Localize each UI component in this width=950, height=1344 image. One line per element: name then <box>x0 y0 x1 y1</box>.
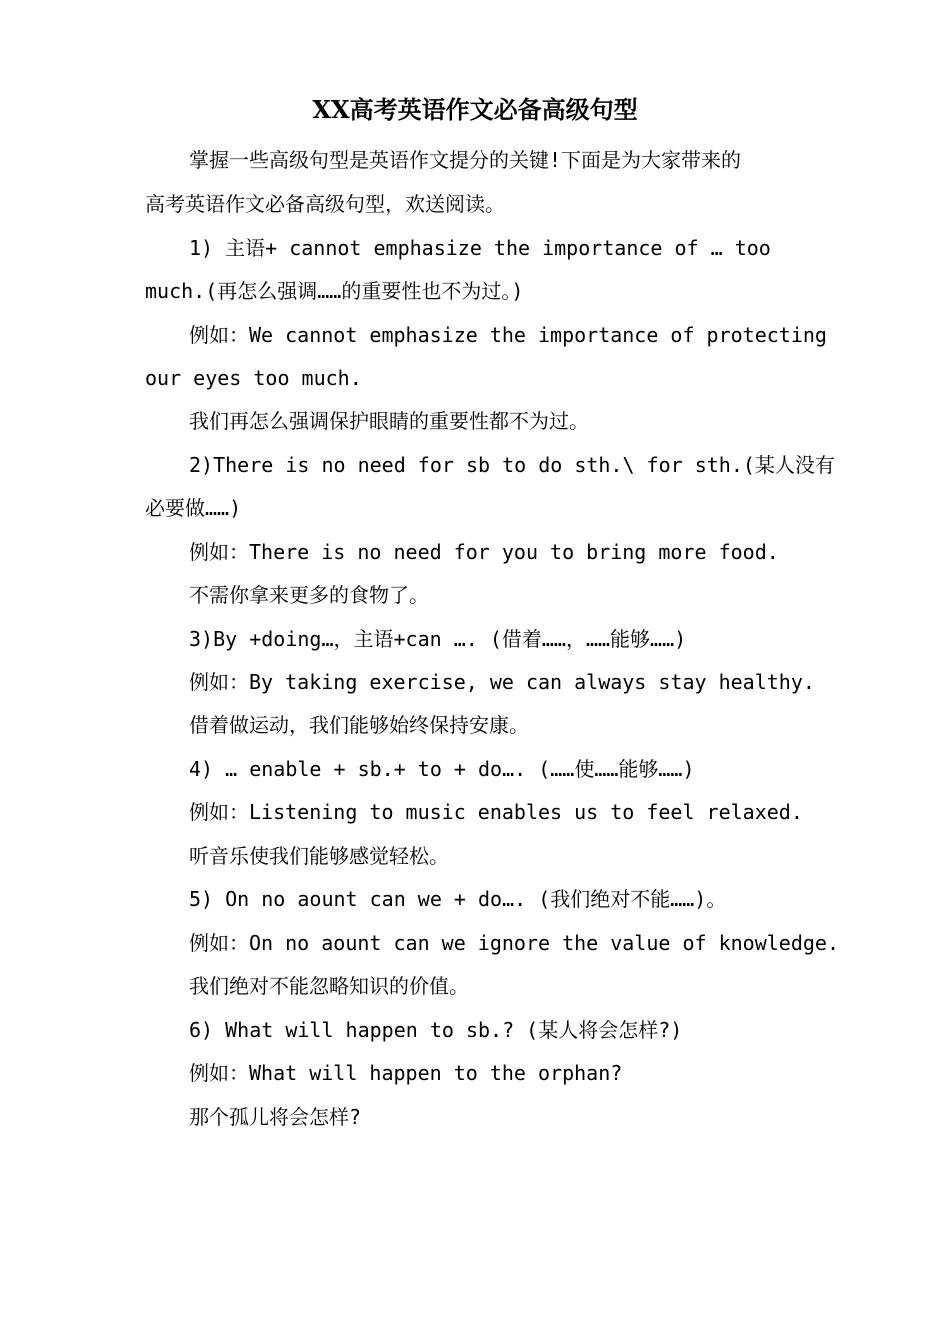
intro-line-2: 高考英语作文必备高级句型，欢送阅读。 <box>145 192 505 216</box>
document-title: XX高考英语作文必备高级句型 <box>312 95 638 124</box>
item-4-heading: 4) … enable + sb.+ to + do…. (……使……能够……) <box>189 757 695 781</box>
item-3-heading: 3)By +doing…，主语+can …. (借着……，……能够……) <box>189 627 687 651</box>
item-6-translation: 那个孤儿将会怎样? <box>189 1105 362 1129</box>
item-5-example: 例如：On no aount can we ignore the value of knowledge. <box>189 931 840 955</box>
item-4-example: 例如：Listening to music enables us to feel relaxed. <box>189 800 803 824</box>
item-1-translation: 我们再怎么强调保护眼睛的重要性都不为过。 <box>189 409 589 433</box>
item-1-heading: 1) 主语+ cannot emphasize the importance of … too <box>189 236 771 260</box>
item-2-heading-cont: 必要做……) <box>145 496 242 520</box>
item-2-heading: 2)There is no need for sb to do sth.\ for sth.(某人没有 <box>189 453 835 477</box>
item-3-example: 例如：By taking exercise, we can always stay healthy. <box>189 670 815 694</box>
item-1-example-cont: our eyes too much. <box>145 366 362 390</box>
item-3-translation: 借着做运动，我们能够始终保持安康。 <box>189 713 529 737</box>
intro-line-1: 掌握一些高级句型是英语作文提分的关键!下面是为大家带来的 <box>189 148 742 172</box>
item-6-heading: 6) What will happen to sb.? (某人将会怎样?) <box>189 1018 683 1042</box>
item-6-example: 例如：What will happen to the orphan? <box>189 1061 623 1085</box>
item-2-translation: 不需你拿来更多的食物了。 <box>189 583 429 607</box>
item-4-translation: 听音乐使我们能够感觉轻松。 <box>189 844 449 868</box>
item-5-heading: 5) On no aount can we + do…. (我们绝对不能……)。 <box>189 887 727 911</box>
item-1-heading-cont: much.(再怎么强调……的重要性也不为过。) <box>145 279 524 303</box>
item-2-example: 例如：There is no need for you to bring more food. <box>189 540 779 564</box>
item-1-example: 例如：We cannot emphasize the importance of protecting <box>189 323 827 347</box>
item-5-translation: 我们绝对不能忽略知识的价值。 <box>189 974 469 998</box>
